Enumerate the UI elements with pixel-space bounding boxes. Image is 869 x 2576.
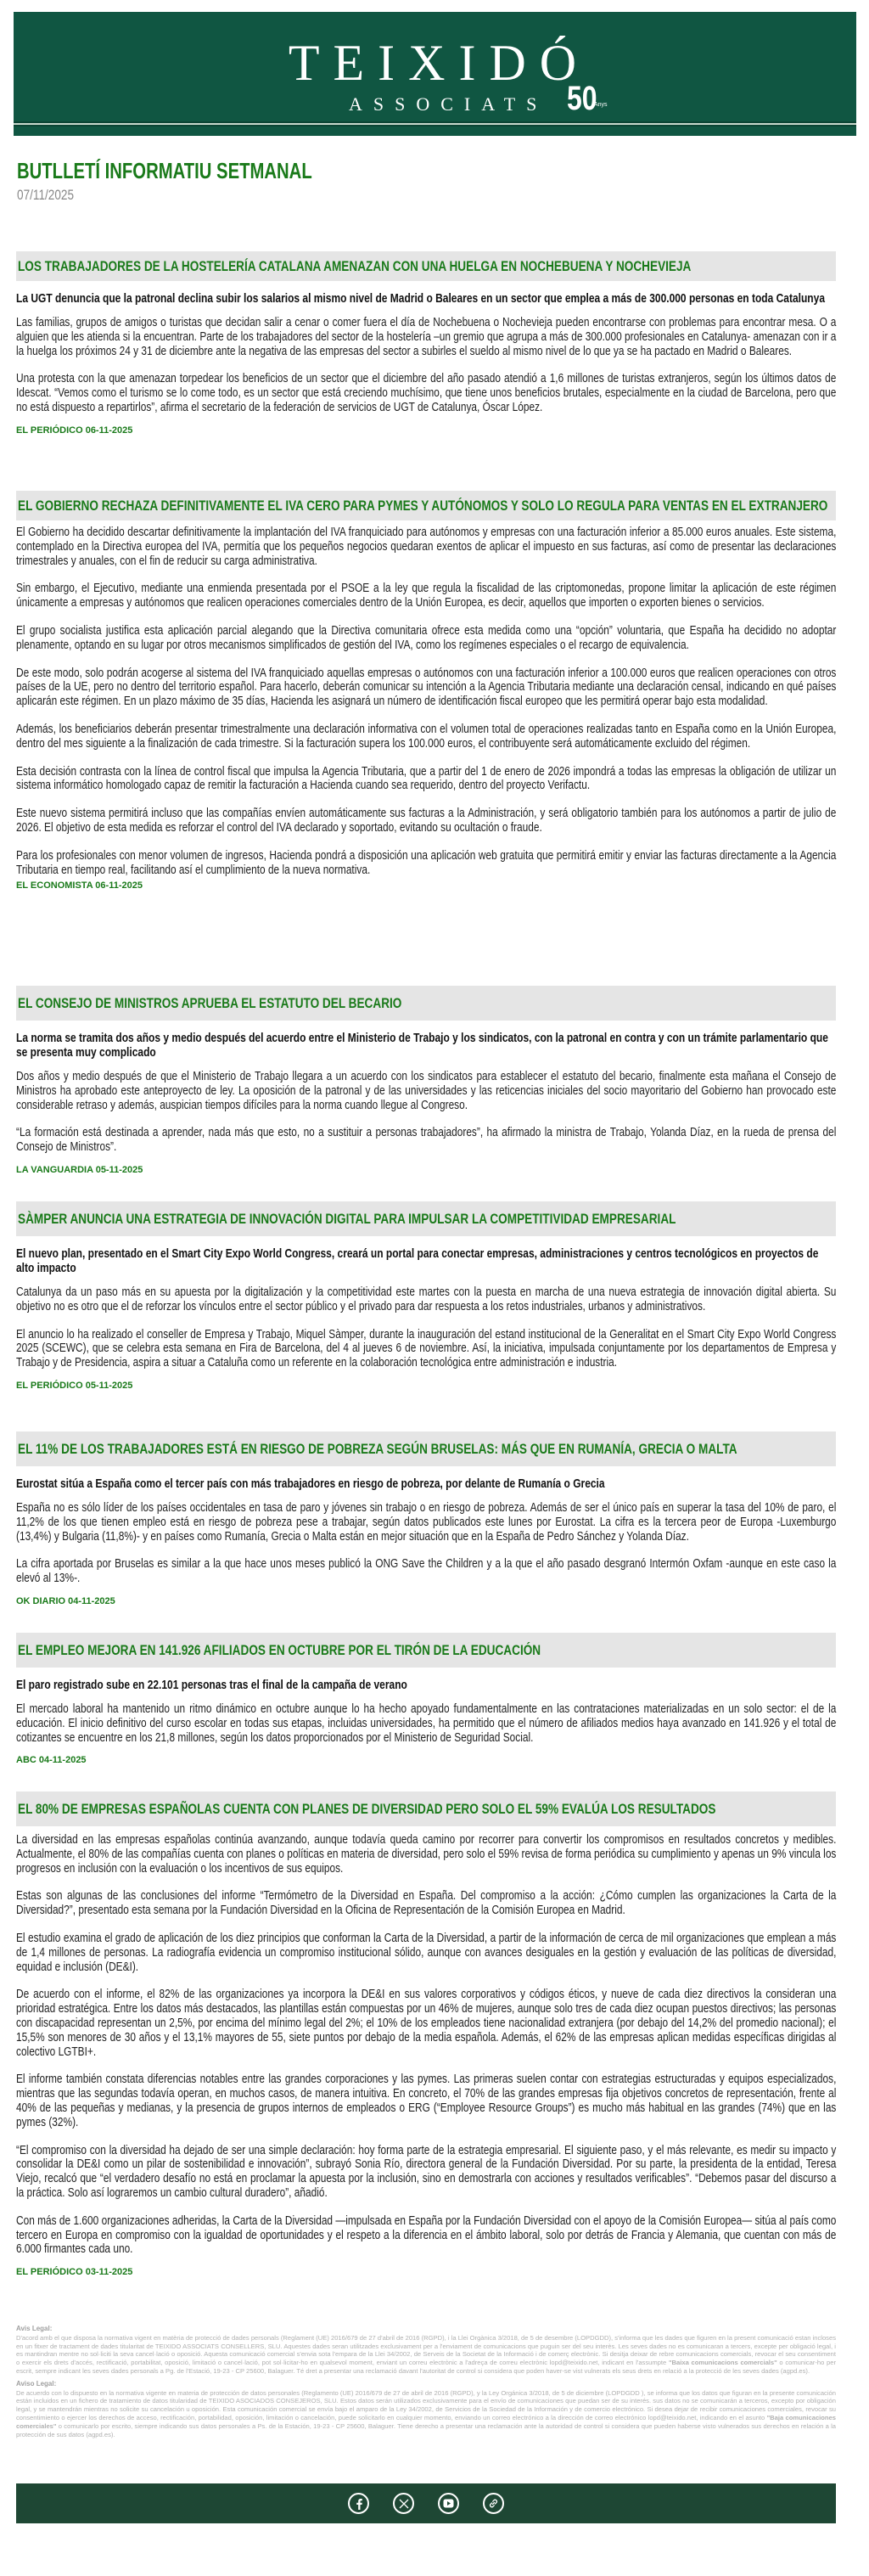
article — [16, 491, 836, 891]
legal-notice — [16, 2325, 836, 2443]
legal-text-es: De acuerdo con lo dispuesto en la normativa vigente en materia de protección de datos personales (Reglamento (UE) 2016/679 de 27 de abril de 2016 (RGPD), y la Ley Orgánica 3/2018, de 5 de diciembre (LOPDGDD ), se informa que los datos que figuran en la presente comunicación están incluidos en un fichero de tratamiento de datos titularidad de TEIXIDO ASOCIADOS CONSEJEROS, SLU. Estos datos serán utilizados exclusivamente para el envío de comunicaciones que puedan ser de su interés. sus datos no se comunicarán a terceros, excepto por obligación legal, y se mantendrán mientras no solicite su cancelación u oposición. Esta comunicación comercial se envía bajo el amparo de la Ley 34/2002, de Servicios de la Sociedad de la Información y de comercio electrónico. Si desea dejar de recibir comunicaciones comerciales, revocar su consentimiento o ejercer los derechos de acceso, rectificación, portabilidad, oposición, limitación o cancelación, puede solicitarlo en cualquier momento, enviando un correo electrónico a la dirección de correo electrónico lopd@teixido.net, indicando en el asunto "Baja comunicaciones comerciales" o comunicarlo por escrito, siempre indicando sus datos personales a Ps. de la Estación, 19-23 - CP 25600, Balaguer. Tiene derecho a presentar una reclamación ante la autoridad de control si considera que pueden haberse visto vulnerados sus derechos en relación a la protección de sus datos (agpd.es). — [16, 2388, 836, 2438]
article-paragraph: “El compromiso con la diversidad ha dejado de ser una simple declaración: hoy forma parte de la estrategia empresarial. El siguiente paso, y el más relevante, es medir su impacto y consolidar la DE&I como un pilar de sostenibilidad e innovación”, subrayó Sonia Río, directora general de la Fundación Diversidad. Por su parte, la presidenta de la entidad, Teresa Viejo, recalcó que “el verdadero desafío no está en proclamar la apuesta por la inclusión, sino en demostrarla con acciones y resultados verificables”. “Debemos pasar del discurso a la práctica. Solo así lograremos un cambio cultural duradero”, añadió. — [16, 2143, 837, 2200]
article-paragraph: Catalunya da un paso más en su apuesta por la digitalización y la competitividad este martes con la puesta en marcha de una nueva estrategia de innovación digital abierta. Su objetivo no es otro que el de reforzar los vínculos entre el sector público y el privado para dar respuesta a los retos industriales, urbanos y administrativos. — [16, 1285, 837, 1313]
article-paragraph: El estudio examina el grado de aplicación de los diez principios que conforman la Carta de la Diversidad, a partir de la información de cerca de mil organizaciones que emplean a más de 1,4 millones de personas. La radiografía evidencia un compromiso institucional sólido, aunque con avances desiguales en la gestión y evaluación de las políticas de diversidad, equidad e inclusión (DE&I). — [16, 1931, 837, 1974]
article-source: ABC 04-11-2025 — [16, 1755, 87, 1766]
article-source: EL PERIÓDICO 05-11-2025 — [16, 1380, 133, 1391]
article-paragraph: El informe también constata diferencias notables entre las grandes corporaciones y las pymes. Las primeras suelen contar con estrategias estructuradas y equipos especializados, mientras que las segundas todavía operan, en muchos casos, de manera intuitiva. En concreto, el 70% de las grandes empresas fija objetivos concretos de representación, frente al 40% de las pequeñas y medianas, y la presencia de grupos internos de empleados o ERG (“Employee Resource Groups”) es mucho más habitual en las grandes (74%) que en las pymes (32%). — [16, 2073, 837, 2129]
header-banner — [14, 12, 856, 136]
article-subtitle: Eurostat sitúa a España como el tercer país con más trabajadores en riesgo de pobreza, por delante de Rumanía o Grecia — [16, 1476, 605, 1491]
article-source: OK DIARIO 04-11-2025 — [16, 1595, 115, 1606]
article-paragraph: El mercado laboral ha mantenido un ritmo dinámico en octubre aunque lo ha hecho apoyado fundamentalmente en las contrataciones materializadas en un solo sector: el de la educación. El inicio definitivo del curso escolar en todas sus etapas, incluidas universidades, ha permitido que el número de afiliados medios haya avanzado en 141.926 y el total de cotizantes se encuentre en los 21,8 millones, según los datos proporcionados por el Ministerio de Seguridad Social. — [16, 1702, 837, 1745]
article-source: LA VANGUARDIA 05-11-2025 — [16, 1164, 143, 1175]
article-paragraph: De acuerdo con el informe, el 82% de las organizaciones ya incorpora la DE&I en sus valores corporativos y códigos éticos, y nueve de cada diez directivos la consideran una prioridad estratégica. Entre los datos más destacados, las plantillas están compuestas por un 46% de mujeres, aunque solo tres de cada diez ocupan puestos directivos; las personas con discapacidad representan un 2,5%, por encima del mínimo legal del 2%; el 10% de los empleados tiene nacionalidad extranjera (por debajo del 14,2% del promedio nacional); el 15,5% son menores de 30 años y el 13,1% mayores de 55, siete puntos por debajo de la media española. Además, el 62% de las empresas aplican medidas específicas dirigidas al colectivo LGTBI+. — [16, 1988, 837, 2059]
article-headline[interactable]: EL EMPLEO MEJORA EN 141.926 AFILIADOS EN OCTUBRE POR EL TIRÓN DE LA EDUCACIÓN — [16, 1633, 836, 1668]
article-headline[interactable]: EL 80% DE EMPRESAS ESPAÑOLAS CUENTA CON PLANES DE DIVERSIDAD PERO SOLO EL 59% EVALÚA LOS RESULTADOS — [16, 1791, 836, 1826]
article-paragraph: “La formación está destinada a aprender, nada más que esto, no a sustituir a personas trabajadores”, ha afirmado la ministra de Trabajo, Yolanda Díaz, en la rueda de prensa del Consejo de Ministros”. — [16, 1126, 837, 1155]
article-source: EL ECONOMISTA 06-11-2025 — [16, 880, 143, 891]
legal-text-ca: D'acord amb el que disposa la normativa vigent en matèria de protecció de dades personals (Reglament (UE) 2016/679 de 27 d'abril de 2016 (RGPD), i la Llei Orgànica 3/2018, de 5 de desembre (LOPDGDD), s'informa que les dades que figuren en la present comunicació estan incloses en un fitxer de tractament de dades titularitat de TEIXIDO ASSOCIATS CONSELLERS, SLU. Aquestes dades seran utilitzades exclusivament per a l'enviament de comunicacions que puguin ser del seu interès. Les seves dades no es comunicaran a tercers, excepte per obligació legal, i es mantindran mentre no sol·liciti la seva cancel·lació o oposició. Aquesta comunicació comercial s'envia sota l'empara de la Llei 34/2002, de Serveis de la Societat de la Informació i de comerç electrònic. Si desitja deixar de rebre comunicacions comercials, revocar el seu consentiment o exercir els drets d'accés, rectificació, portabilitat, oposició, limitació o cancel·lació, pot sol·licitar-ho en qualsevol moment, enviant un correu electrònic a l'adreça de correu electrònic lopd@teixido.net, indicant en l'assumpte "Baixa comunicacions comercials" o comunicar-ho per escrit, sempre indicant les seves dades personals a Pg. de l'Estació, 19-23 - CP 25600, Balaguer. Té dret a presentar una reclamació davant l'autoritat de control si considera que poden haver-se vist vulnerats els seus drets en relació a la protecció de les seves dades (agpd.es). — [16, 2333, 836, 2375]
article — [16, 1791, 836, 2277]
article-headline[interactable]: LOS TRABAJADORES DE LA HOSTELERÍA CATALANA AMENAZAN CON UNA HUELGA EN NOCHEBUENA Y NOCHEVIEJA — [16, 251, 836, 281]
footer-bar — [16, 2483, 836, 2523]
banner-divider — [14, 125, 856, 127]
article-paragraph: Sin embargo, el Ejecutivo, mediante una enmienda presentada por el PSOE a la ley que regula la fiscalidad de las criptomonedas, propone limitar la aplicación de este régimen únicamente a empresas y autónomos que realicen operaciones comerciales dentro de la Unión Europea, es decir, aquellos que importen o exporten bienes o servicios. — [16, 582, 837, 610]
article-source: EL PERIÓDICO 03-11-2025 — [16, 2267, 133, 2278]
article-paragraph: El Gobierno ha decidido descartar definitivamente la implantación del IVA franquiciado para autónomos y empresas con una facturación inferior a 85.000 euros anuales. Este sistema, contemplado en la Directiva europea del IVA, permitía que los pequeños negocios quedaran exentos de aplicar el impuesto en sus facturas, así como de presentar las declaraciones trimestrales y anuales, con el fin de reducir su carga administrativa. — [16, 526, 837, 568]
anniversary-label: Anys — [594, 102, 608, 108]
article — [16, 986, 836, 1175]
article-paragraph: El anuncio lo ha realizado el conseller de Empresa y Trabajo, Miquel Sàmper, durante la inauguración del estand institucional de la Generalitat en el Smart City Expo World Congress 2025 (SCEWC), que se celebra esta semana en Fira de Barcelona, del 4 al jueves 6 de noviembre. Así, la iniciativa, impulsada conjuntamente por los departamentos de Empresa y Trabajo y de Presidencia, aspira a situar a Cataluña como un referente en la colaboración tecnológica entre administración e industria. — [16, 1327, 837, 1370]
article-subtitle: El nuevo plan, presentado en el Smart City Expo World Congress, creará un portal para conectar empresas, administraciones y centros tecnológicos en proyectos de alto impacto — [16, 1246, 819, 1275]
article-subtitle: La norma se tramita dos años y medio después del acuerdo entre el Ministerio de Trabajo y los sindicatos, con la patronal en contra y con un trámite parlamentario que se presenta muy complicado — [16, 1031, 828, 1060]
article-paragraph: La diversidad en las empresas españolas continúa avanzando, aunque todavía queda camino por recorrer para convertir los compromisos en resultados concretos y medibles. Actualmente, el 80% de las compañías cuenta con planes o políticas en materia de diversidad, pero solo el 59% revisa de forma periódica su cumplimiento y apenas un 9% vincula los progresos en inclusión con la evaluación o los incentivos de sus equipos. — [16, 1833, 837, 1876]
article-headline[interactable]: SÀMPER ANUNCIA UNA ESTRATEGIA DE INNOVACIÓN DIGITAL PARA IMPULSAR LA COMPETITIVIDAD EMPRESARIAL — [16, 1201, 836, 1236]
x-icon[interactable] — [393, 2493, 414, 2514]
article — [16, 1201, 836, 1391]
article-paragraph: Esta decisión contrasta con la línea de control fiscal que impulsa la Agencia Tributaria, que a partir del 1 de enero de 2026 impondrá a todas las empresas la obligación de utilizar un sistema informático homologado capaz de remitir la facturación a Hacienda cuando sea requerido, dentro del proyecto Verifactu. — [16, 764, 837, 793]
article-headline[interactable]: EL 11% DE LOS TRABAJADORES ESTÁ EN RIESGO DE POBREZA SEGÚN BRUSELAS: MÁS QUE EN RUMANÍA, GRECIA O MALTA — [16, 1431, 836, 1466]
article-paragraph: Dos años y medio después de que el Ministerio de Trabajo llegara a un acuerdo con los sindicatos para establecer el estatuto del becario, finalmente esta mañana el Consejo de Ministros ha aprobado este anteproyecto de ley. La oposición de la patronal y de las universidades y las reticencias iniciales del socio mayoritario del Gobierno han provocado este considerable retraso y además, auspician tiempos difíciles para la norma cuando llegue al Congreso. — [16, 1070, 837, 1112]
link-icon[interactable] — [483, 2493, 504, 2514]
legal-unsubscribe-es: "Baja comunicaciones comerciales" — [16, 2413, 836, 2430]
article-paragraph: Una protesta con la que amenazan torpedear los beneficios de un sector que el diciembre del año pasado atendió a 1,6 millones de turistas extranjeros, según los últimos datos de Idescat. “Vemos como el turismo se lo come todo, es un sector que está creciendo muchísimo, que tiene unos beneficios brutales, especialmente en la ciudad de Barcelona, pero que no está dispuesto a repartirlos”, afirma el secretario de la federación de servicios de UGT de Catalunya, Óscar López. — [16, 372, 837, 414]
youtube-icon[interactable] — [438, 2493, 459, 2514]
article-paragraph: Este nuevo sistema permitirá incluso que las compañías envíen automáticamente sus facturas a la Administración, y será obligatorio también para los autónomos a partir de julio de 2026. El objetivo de esta medida es reforzar el control del IVA declarado y soportado, evitando su ocultación o fraude. — [16, 807, 837, 835]
article-paragraph: La cifra aportada por Bruselas es similar a la que hace unos meses publicó la ONG Save the Children y a la que el año pasado desgranó Intermón Oxfam -aunque en este caso la elevó al 13%-. — [16, 1557, 837, 1586]
article-paragraph: El grupo socialista justifica esta aplicación parcial alegando que la Directiva comunitaria ofrece esta medida como una “opción” voluntaria, que España ha decidido no adoptar plenamente, optando en su lugar por otros mecanismos simplificados de gestión del IVA, como los regímenes especiales o el recargo de equivalencia. — [16, 623, 837, 652]
article-subtitle: La UGT denuncia que la patronal declina subir los salarios al mismo nivel de Madrid o Baleares en un sector que emplea a más de 300.000 personas en toda Catalunya — [16, 291, 825, 306]
article-paragraph: Estas son algunas de las conclusiones del informe “Termómetro de la Diversidad en España. Del compromiso a la acción: ¿Cómo cumplen las organizaciones la Carta de la Diversidad?”, presentado esta semana por la Fundación Diversidad en la Oficina de Representación de la Comisión Europea en Madrid. — [16, 1889, 837, 1918]
article-headline[interactable]: EL CONSEJO DE MINISTROS APRUEBA EL ESTATUTO DEL BECARIO — [16, 986, 836, 1021]
article-paragraph: De este modo, solo podrán acogerse al sistema del IVA franquiciado aquellas empresas o autónomos con una facturación inferior a 100.000 euros que realicen operaciones con otros países de la UE, pero no dentro del territorio español. Para hacerlo, deberán comunicar su intención a la Agencia Tributaria mediante una declaración censal, indicando en qué países aplicarán este régimen. En un plazo máximo de 35 días, Hacienda les asignará un número de identificación fiscal europeo que les permitirá operar bajo esta modalidad. — [16, 666, 837, 709]
article-paragraph: España no es sólo líder de los países occidentales en tasa de paro y jóvenes sin trabajo o en riesgo de pobreza. Además de ser el único país en superar la tasa del 10% de paro, el 11,2% de los que tienen empleo está en riesgo de pobreza pese a trabajar, según datos publicados este lunes por Eurostat. La cifra es la tercera peor de Europa -Luxemburgo (13,4%) y Bulgaria (11,8%)- y en países como Rumanía, Grecia o Malta están en mejor situación que en la España de Pedro Sánchez y Yolanda Díaz. — [16, 1501, 837, 1544]
article-headline[interactable]: EL GOBIERNO RECHAZA DEFINITIVAMENTE EL IVA CERO PARA PYMES Y AUTÓNOMOS Y SOLO LO REGULA PARA VENTAS EN EL EXTRANJERO — [16, 491, 836, 520]
article — [16, 251, 836, 436]
article-paragraph: Las familias, grupos de amigos o turistas que decidan salir a cenar o comer fuera el día de Nochebuena o Nochevieja pueden encontrarse con problemas para encontrar mesa. O a alguien que les atienda si la encuentran. Parte de los trabajadores del sector de la hostelería –un gremio que agrupa a más de 300.000 profesionales en Catalunya- amenazan con ir a la huelga los próximos 24 y 31 de diciembre ante la negativa de las empresas del sector a subirles el sueldo al mismo nivel de lo que ya se ha pactado en Madrid o Baleares. — [16, 316, 837, 358]
article-paragraph: Para los profesionales con menor volumen de ingresos, Hacienda pondrá a disposición una aplicación web gratuita que permitirá emitir y enviar las facturas directamente a la Agencia Tributaria en tiempo real, facilitando así el cumplimiento de la nueva normativa. — [16, 848, 837, 877]
anniversary-badge: 50 — [567, 80, 597, 117]
logo-subtitle: ASSOCIATS — [349, 93, 548, 115]
logo-wordmark: TEIXIDÓ — [288, 35, 591, 91]
facebook-icon[interactable] — [348, 2493, 369, 2514]
article-paragraph: Además, los beneficiarios deberán presentar trimestralmente una declaración informativa con el volumen total de operaciones realizadas tanto en España como en la Unión Europea, dentro del mes siguiente a la finalización de cada trimestre. Si la facturación supera los 100.000 euros, el contribuyente será automáticamente excluido del régimen. — [16, 722, 837, 751]
article-paragraph: Con más de 1.600 organizaciones adheridas, la Carta de la Diversidad —impulsada en España por la Fundación Diversidad con el apoyo de la Comisión Europea— sitúa al país como tercero en Europa en compromiso con la igualdad de oportunidades y el respeto a la diferencia en el ámbito laboral, solo por detrás de Francia y Alemania, que cuentan con más de 6.000 firmantes cada uno. — [16, 2213, 837, 2257]
article — [16, 1633, 836, 1765]
article — [16, 1431, 836, 1606]
legal-title-ca: Avis Legal: — [16, 2325, 53, 2332]
legal-title-es: Aviso Legal: — [16, 2379, 57, 2388]
bulletin-title: BUTLLETÍ INFORMATIU SETMANAL — [17, 158, 312, 183]
legal-unsubscribe-ca: "Baixa comunicacions comercials" — [668, 2359, 777, 2367]
bulletin-date: 07/11/2025 — [17, 187, 75, 203]
article-subtitle: El paro registrado sube en 22.101 personas tras el final de la campaña de verano — [16, 1678, 407, 1692]
article-source: EL PERIÓDICO 06-11-2025 — [16, 425, 133, 436]
